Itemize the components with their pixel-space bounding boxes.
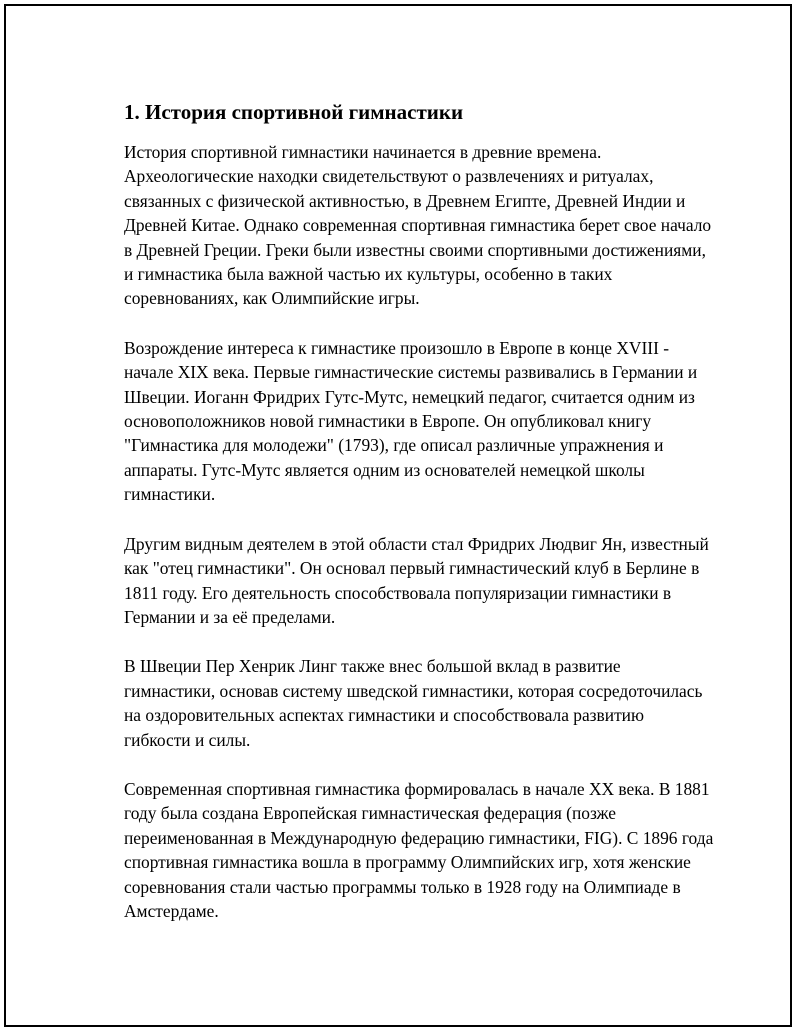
paragraph-ancient-history: История спортивной гимнастики начинается в древние времена. Археологические находки свидетельствуют о развлечениях и ритуалах, связанных с физической активностью, в Древнем Египте, Древней Индии и Древней Китае. Однако современная спортивная гимнастика берет свое начало в Древней Греции. Греки были известны своими спортивными достижениями, и гимнастика была важной частью их культуры, особенно в таких соревнованиях, как Олимпийские игры.	[124, 142, 712, 309]
paragraph-jahn: Другим видным деятелем в этой области стал Фридрих Людвиг Ян, известный как "отец гимнастики". Он основал первый гимнастический клуб в Берлине в 1811 году. Его деятельность способствовала популяризации гимнастики в Германии и за её пределами.	[124, 533, 709, 627]
paragraph-modern-gymnastics: Современная спортивная гимнастика формировалась в начале XX века. В 1881 году была создана Европейская гимнастическая федерация (позже переименованная в Международную федерацию гимнастики, FIG). С 1896 года спортивная гимнастика вошла в программу Олимпийских игр, хотя женские соревнования стали частью программы только в 1928 году на Олимпиаде в Амстердаме.	[124, 778, 714, 921]
section-heading: 1. История спортивной гимнастики	[124, 100, 464, 124]
paragraph-european-revival: Возрождение интереса к гимнастике произошло в Европе в конце XVIII - начале XIX века. Первые гимнастические системы развивались в Германии и Швеции. Иоганн Фридрих Гутс-Мутс, немецкий педагог, считается одним из основоположников новой гимнастики в Европе. Он опубликовал книгу "Гимнастика для молодежи" (1793), где описал различные упражнения и аппараты. Гутс-Мутс является одним из основателей немецкой школы гимнастики.	[124, 337, 698, 505]
document-body	[124, 98, 714, 948]
document-page	[4, 4, 792, 1027]
paragraph-ling: В Швеции Пер Хенрик Линг также внес большой вклад в развитие гимнастики, основав систему шведской гимнастики, которая сосредоточилась на оздоровительных аспектах гимнастики и способствовала развитию гибкости и силы.	[124, 656, 703, 750]
